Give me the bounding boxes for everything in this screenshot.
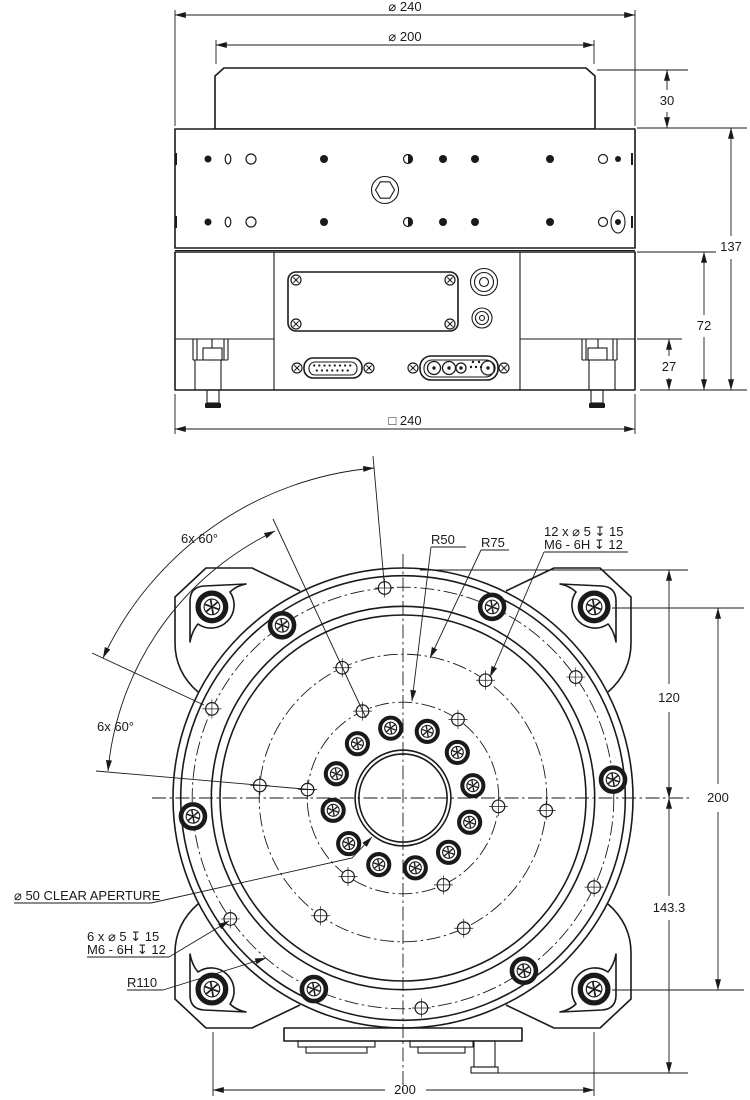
- r110-screw-ring-screw: [480, 595, 504, 619]
- r110-screw-ring-screw: [181, 804, 205, 828]
- side-view: [175, 0, 747, 434]
- r110-tapped-holes: [202, 699, 221, 718]
- dim-screw-spacing-vertical: 200: [707, 790, 729, 805]
- plan-view: [14, 456, 744, 1097]
- screw-hole-filled: [615, 219, 621, 225]
- side-top-platter: [215, 68, 595, 129]
- dim-body-diameter: ⌀ 240: [388, 0, 422, 14]
- inner-screw-ring-screw: [347, 733, 368, 754]
- label-r50: R50: [431, 532, 455, 547]
- bottom-power-plug: [474, 1041, 495, 1067]
- side-main-body: [175, 129, 635, 248]
- r50-tapped-holes: [489, 797, 508, 816]
- dim-center-to-bottom: 143.3: [652, 900, 686, 915]
- dim-screw-spacing-horizontal: 200: [394, 1082, 416, 1097]
- r75-tapped-holes: [476, 671, 495, 690]
- r75-tapped-holes: [537, 801, 556, 820]
- dim-total-height: 137: [720, 239, 742, 254]
- label-r110: R110: [127, 975, 158, 990]
- inner-screw-ring-screw: [338, 833, 359, 854]
- screw-hole-filled: [546, 218, 554, 226]
- angular-dimensions: [92, 456, 385, 790]
- inner-screw-ring-screw: [323, 800, 344, 821]
- panel-screw-icon: [408, 363, 418, 373]
- screw-hole-filled: [471, 155, 479, 163]
- label-holes6-line1: 6 x ⌀ 5 ↧ 15: [87, 929, 160, 944]
- screw-hole-filled: [546, 155, 554, 163]
- r110-screw-ring-screw: [601, 768, 625, 792]
- r75-tapped-holes: [454, 919, 473, 938]
- bottom-dsub-shell-right: [418, 1047, 465, 1053]
- panel-screw-icon: [291, 275, 301, 285]
- label-r75: R75: [481, 535, 505, 550]
- label-angle-left: 6x 60°: [97, 719, 135, 734]
- corner-screws-screw: [198, 593, 226, 621]
- panel-screw-icon: [292, 363, 302, 373]
- dim-platter-diameter: ⌀ 200: [388, 29, 422, 44]
- dim-foot-band-height: 27: [661, 359, 677, 374]
- panel-screw-icon: [445, 275, 455, 285]
- bottom-dsub-flange-right: [410, 1041, 473, 1047]
- bottom-dsub-shell-left: [306, 1047, 367, 1053]
- screw-hole-filled: [320, 155, 328, 163]
- dim-center-to-top: 120: [658, 690, 680, 705]
- corner-screws-screw: [580, 975, 608, 1003]
- r75-tapped-holes: [311, 906, 330, 925]
- inner-screw-ring-screw: [368, 854, 389, 875]
- screw-hole-filled: [471, 218, 479, 226]
- panel-screw-icon: [291, 319, 301, 329]
- r110-screw-ring-screw: [512, 959, 536, 983]
- label-angle-top: 6x 60°: [181, 531, 219, 546]
- plan-dimensions: [213, 570, 744, 1097]
- r110-tapped-holes: [412, 999, 431, 1018]
- corner-screws-screw: [198, 975, 226, 1003]
- bottom-power-plug-pad: [471, 1067, 498, 1073]
- r110-tapped-holes: [585, 878, 604, 897]
- inner-screw-ring-screw: [380, 718, 401, 739]
- r110-tapped-holes: [221, 909, 240, 928]
- label-holes12-line1: 12 x ⌀ 5 ↧ 15: [544, 524, 624, 539]
- screw-hole-filled: [439, 218, 447, 226]
- r50-tapped-holes: [339, 867, 358, 886]
- inner-screw-ring-screw: [462, 775, 483, 796]
- screw-hole-filled: [205, 219, 212, 226]
- inner-screw-ring-screw: [459, 812, 480, 833]
- label-clear-aperture: ⌀ 50 CLEAR APERTURE: [14, 888, 161, 903]
- inner-screw-ring-screw: [447, 742, 468, 763]
- r110-screw-ring-screw: [270, 613, 294, 637]
- inner-screw-ring-screw: [417, 721, 438, 742]
- screw-hole-filled: [439, 155, 447, 163]
- dim-lower-height: 72: [696, 318, 712, 333]
- panel-screw-icon: [364, 363, 374, 373]
- inner-screw-ring-screw: [438, 842, 459, 863]
- panel-screw-icon: [499, 363, 509, 373]
- inner-screw-ring-screw: [326, 763, 347, 784]
- screw-hole-filled: [615, 156, 621, 162]
- inner-screw-ring-screw: [405, 857, 426, 878]
- corner-screws-screw: [580, 593, 608, 621]
- panel-screw-icon: [445, 319, 455, 329]
- screw-hole-filled: [320, 218, 328, 226]
- screw-hole-filled: [205, 156, 212, 163]
- dim-base-square: □ 240: [388, 413, 422, 428]
- label-holes12-line2: M6 - 6H ↧ 12: [544, 537, 623, 552]
- label-holes6-line2: M6 - 6H ↧ 12: [87, 942, 166, 957]
- bottom-dsub-flange-left: [298, 1041, 375, 1047]
- r110-tapped-holes: [566, 668, 585, 687]
- r50-tapped-holes: [434, 875, 453, 894]
- dim-platter-height: 30: [659, 93, 675, 108]
- r110-screw-ring-screw: [302, 977, 326, 1001]
- r50-tapped-holes: [448, 710, 467, 729]
